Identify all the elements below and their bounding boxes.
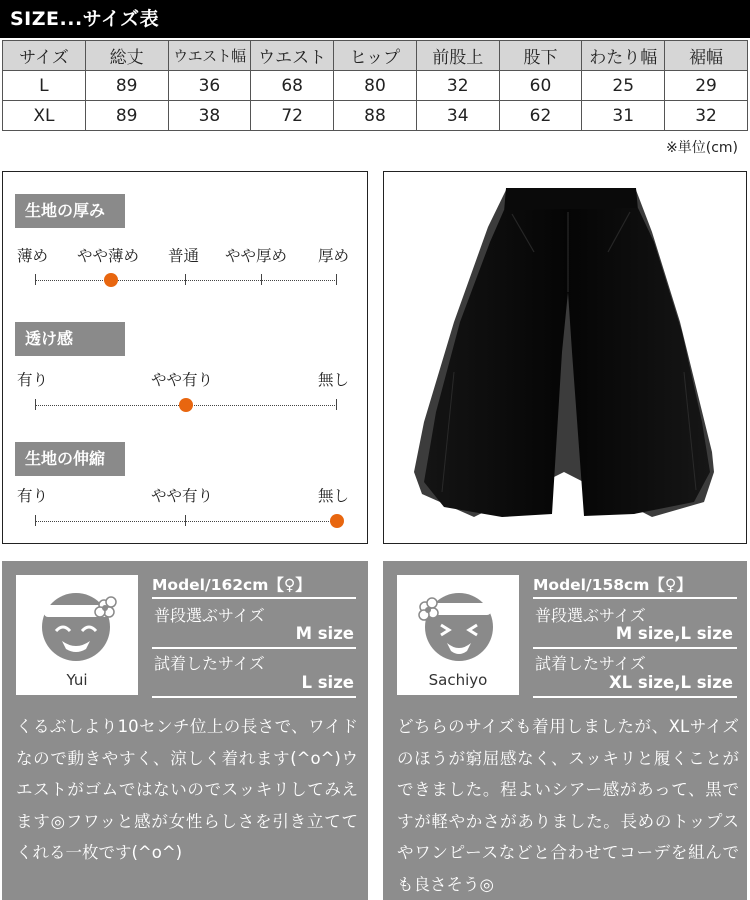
col-header-total-length: 総丈 xyxy=(85,41,168,71)
wide-pants-image xyxy=(384,172,746,543)
col-header-thigh-width: わたり幅 xyxy=(582,41,665,71)
stretch-level-marker xyxy=(330,514,344,528)
divider xyxy=(533,696,737,698)
sheer-level-marker xyxy=(179,398,193,412)
col-header-front-rise: 前股上 xyxy=(416,41,499,71)
table-cell: 29 xyxy=(665,71,748,101)
model-comment: どちらのサイズも着用しましたが、XLサイズのほうが窮屈感なく、スッキリと履くことができました。程よいシアー感があって、黒ですが軽やかさがありました。長めのトップスやワンピースなどと合わせてコーデを組んでも良さそう◎ xyxy=(397,717,739,894)
usual-size-label: 普段選ぶサイズ xyxy=(535,606,646,625)
col-header-hem-width: 裾幅 xyxy=(665,41,748,71)
thickness-scale-line xyxy=(35,280,337,281)
col-header-size: サイズ xyxy=(3,41,86,71)
tried-size-label: 試着したサイズ xyxy=(154,654,265,673)
thickness-scale-2: やや薄め xyxy=(77,247,140,265)
divider xyxy=(152,647,356,649)
divider xyxy=(533,647,737,649)
table-cell: 72 xyxy=(251,101,334,131)
model-panel-sachiyo xyxy=(383,561,747,900)
table-row xyxy=(3,71,748,101)
table-cell: L xyxy=(3,71,86,101)
divider xyxy=(152,597,356,599)
thickness-scale-5: 厚め xyxy=(318,247,350,265)
thickness-scale-4: やや厚め xyxy=(225,247,288,265)
stretch-label: 生地の伸縮 xyxy=(15,442,125,476)
model-panel-yui xyxy=(2,561,368,900)
table-cell: 34 xyxy=(416,101,499,131)
tried-size-value: L size xyxy=(301,673,354,692)
model-title: Model/158cm【♀】 xyxy=(533,576,692,594)
scale-tick xyxy=(261,274,262,285)
sheer-scale-1: 有り xyxy=(17,371,49,389)
table-cell: 60 xyxy=(499,71,582,101)
thickness-scale-1: 薄め xyxy=(17,247,49,265)
size-chart-title: SIZE...サイズ表 xyxy=(0,0,750,38)
table-cell: 32 xyxy=(416,71,499,101)
scale-tick xyxy=(185,274,186,285)
table-cell: XL xyxy=(3,101,86,131)
stretch-scale-1: 有り xyxy=(17,487,49,505)
scale-tick xyxy=(35,399,36,410)
avatar xyxy=(16,575,138,695)
model-name: Yui xyxy=(66,671,88,689)
thickness-scale-3: 普通 xyxy=(168,247,200,265)
size-table-header-row xyxy=(3,41,748,71)
table-cell: 68 xyxy=(251,71,334,101)
sheer-scale-2: やや有り xyxy=(151,371,214,389)
col-header-hip: ヒップ xyxy=(334,41,417,71)
divider xyxy=(533,597,737,599)
table-cell: 38 xyxy=(168,101,251,131)
col-header-inseam: 股下 xyxy=(499,41,582,71)
thickness-level-marker xyxy=(104,273,118,287)
table-cell: 62 xyxy=(499,101,582,131)
fabric-panel xyxy=(2,171,368,544)
usual-size-value: M size xyxy=(295,624,354,643)
sheer-label: 透け感 xyxy=(15,322,125,356)
tried-size-value: XL size,L size xyxy=(608,673,733,692)
model-comment: くるぶしより10センチ位上の長さで、ワイドなので動きやすく、涼しく着れます(^o^)ウエストがゴムではないのでスッキリしてみえます◎フワッと感が女性らしさを引き立ててくれる一枚です(^o^) xyxy=(16,717,358,862)
stretch-scale-line xyxy=(35,521,337,522)
tried-size-label: 試着したサイズ xyxy=(535,654,646,673)
table-cell: 25 xyxy=(582,71,665,101)
thickness-label: 生地の厚み xyxy=(15,194,125,228)
scale-tick xyxy=(35,274,36,285)
table-cell: 80 xyxy=(334,71,417,101)
table-cell: 89 xyxy=(85,71,168,101)
scale-tick xyxy=(336,274,337,285)
usual-size-label: 普段選ぶサイズ xyxy=(154,606,265,625)
sheer-scale-3: 無し xyxy=(318,371,350,389)
table-cell: 88 xyxy=(334,101,417,131)
divider xyxy=(152,696,356,698)
product-photo xyxy=(383,171,747,544)
stretch-scale-2: やや有り xyxy=(151,487,214,505)
unit-note: ※単位(cm) xyxy=(666,140,738,156)
avatar xyxy=(397,575,519,695)
table-row xyxy=(3,101,748,131)
col-header-waist-width: ウエスト幅 xyxy=(168,41,251,71)
table-cell: 31 xyxy=(582,101,665,131)
stretch-scale-3: 無し xyxy=(318,487,350,505)
size-table xyxy=(2,40,748,131)
table-cell: 36 xyxy=(168,71,251,101)
model-title: Model/162cm【♀】 xyxy=(152,576,311,594)
scale-tick xyxy=(185,515,186,526)
table-cell: 32 xyxy=(665,101,748,131)
scale-tick xyxy=(336,399,337,410)
table-cell: 89 xyxy=(85,101,168,131)
col-header-waist: ウエスト xyxy=(251,41,334,71)
scale-tick xyxy=(35,515,36,526)
usual-size-value: M size,L size xyxy=(615,624,733,643)
model-name: Sachiyo xyxy=(428,671,488,689)
